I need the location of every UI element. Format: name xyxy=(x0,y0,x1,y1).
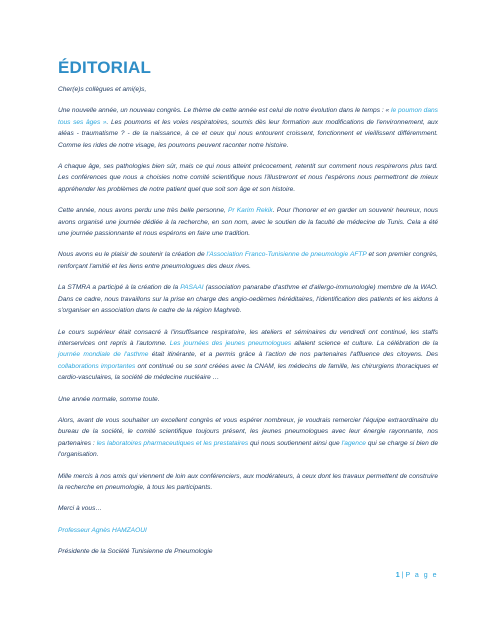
editorial-title: ÉDITORIAL xyxy=(58,58,152,77)
text: était itinérante, et a permis grâce à l'action de nos partenaires l'affluence des citoyens. Des xyxy=(148,351,438,359)
text: allaient science et culture. La célébration de la xyxy=(291,339,438,347)
text: et son premier congrès, renforçant l'amitié et les liens entre pneumologues des deux rives. xyxy=(58,251,438,270)
highlight-theme: le poumon dans tous ses âges » xyxy=(58,107,438,126)
text: qui nous soutiennent ainsi que xyxy=(248,439,342,447)
paragraph-8 xyxy=(58,415,438,461)
paragraph-4 xyxy=(58,249,438,272)
text: Alors, avant de vous souhaiter un excellent congrès et vous espérer nombreux, je voudrais remercier l'équipe extraordinaire du bureau de la société, le comité scientifique toujours présent, les jeunes pneumologues avec leur énergie rayonnante, nos partenaires : xyxy=(58,416,438,447)
text: (association panarabe d'asthme et d'allergo-immunologie) membre de la WAO. Dans ce cadre, nous travaillons sur la prise en charge des angio-oedèmes héréditaires, l'identification des patients et les aidons à s'organiser en association dans le cadre de la région Maghreb. xyxy=(58,284,438,315)
text: . Les poumons et les voies respiratoires, soumis dès leur formation aux modifications de l'environnement, aux aléas - traumatisme ? - de la naissance, à ce et ceux qui nous entourent croissent, fonctionnent et vieillissent différemment. Comme les rides de notre visage, les poumons peuvent raconter notre histoire. xyxy=(58,118,438,149)
footer-separator: | xyxy=(401,572,404,579)
paragraph-6 xyxy=(58,327,438,384)
text: Nous avons eu le plaisir de soutenir la création de xyxy=(58,251,207,259)
paragraph-1 xyxy=(58,105,438,151)
text: Une nouvelle année, un nouveau congrès. Le thème de cette année est celui de notre évolution dans le temps : « xyxy=(58,107,392,115)
paragraph-7: Une année normale, somme toute. xyxy=(58,395,160,403)
highlight-pasaai: PASAAI xyxy=(180,284,204,292)
text: qui se charge si bien de l'organisation. xyxy=(58,439,439,459)
highlight-asthma-day: journée mondiale de l'asthme xyxy=(58,351,149,359)
highlight-agency: l'agence xyxy=(341,439,366,447)
text: La STMRA a participé à la création de la xyxy=(58,284,181,292)
text: . Pour l'honorer et en garder un souvenir heureux, nous avons organisé une journée dédiée à la recherche, en son nom, avec le soutien de la faculté de médecine de Tunis. Cela a été une journée passionnante et nous espérons en faire une tradition. xyxy=(58,207,438,238)
editorial-body xyxy=(58,84,438,568)
highlight-young-pulmonologists: Les journées des jeunes pneumologues xyxy=(169,339,292,347)
page-footer xyxy=(380,572,438,579)
highlight-partners: les laboratoires pharmaceutiques et les prestataires xyxy=(96,439,249,447)
signature-name: Professeur Agnès HAMZAOUI xyxy=(58,526,147,534)
paragraph-5 xyxy=(58,282,438,316)
page-number: 1 xyxy=(395,572,400,579)
text: ont continué ou se sont créées avec la CNAM, les médecins de famille, les chirurgiens thoraciques et cardio-vasculaires, la société de médecine nucléaire … xyxy=(58,362,439,382)
paragraph-2: A chaque âge, ses pathologies bien sûr, mais ce qui nous atteint précocement, retentit sur comment nous respirerons plus tard. Les conférences que nous a choisies notre comité scientifique nous l'illustreront et nous l'espérons nous permettront de mieux appréhender les problèmes de notre patient quel que soit son âge et son histoire. xyxy=(58,163,438,193)
highlight-collaborations: collaborations importantes xyxy=(58,362,136,370)
text: Le cours supérieur était consacré à l'insuffisance respiratoire, les ateliers et séminaires du vendredi ont continué, les staffs interservices ont repris à l'automne. xyxy=(58,328,438,347)
highlight-association: l'Association Franco-Tunisienne de pneumologie AFTP xyxy=(206,251,367,259)
paragraph-3 xyxy=(58,205,438,239)
page-word: P a g e xyxy=(405,572,438,579)
paragraph-9: Mille mercis à nos amis qui viennent de loin aux conférenciers, aux modérateurs, à ceux dont les travaux permettent de construire la recherche en pneumologie, à tous les participants. xyxy=(58,472,438,491)
signature-role: Présidente de la Société Tunisienne de Pneumologie xyxy=(58,548,213,556)
text: Cette année, nous avons perdu une très belle personne, xyxy=(58,207,228,215)
paragraph-10: Merci à vous… xyxy=(58,505,102,513)
greeting: Cher(e)s collègues et ami(e)s, xyxy=(58,86,147,93)
highlight-name: Pr Karim Rekik xyxy=(227,207,273,215)
